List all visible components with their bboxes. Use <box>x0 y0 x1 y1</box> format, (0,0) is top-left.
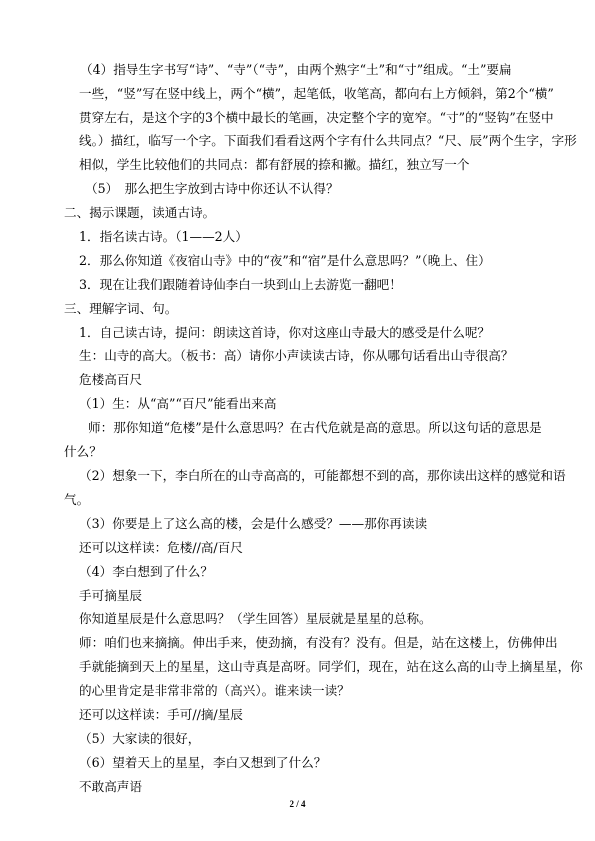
text-line: （3）你要是上了这么高的楼，会是什么感受？——那你再读读 <box>79 516 428 531</box>
text-line: 气。 <box>64 492 90 507</box>
text-line: 师：咱们也来摘摘。伸出手来，使劲摘，有没有？没有。但是，站在这楼上，仿佛伸出 <box>79 635 558 650</box>
poem-line: 不敢高声语 <box>79 779 142 794</box>
section-heading: 二、揭示课题，读通古诗。 <box>64 205 216 220</box>
text-line: 手就能摘到天上的星星，这山寺真是高呀。同学们，现在，站在这么高的山寺上摘星星，你 <box>79 659 583 674</box>
text-line: 3．现在让我们跟随着诗仙李白一块到山上去游览一翻吧！ <box>79 277 402 292</box>
text-line: 贯穿左右，是这个字的3个横中最长的笔画，决定整个字的宽窄。“寸”的“竖钩”在竖中 <box>79 110 554 125</box>
text-line: （1）生：从“高”“百尺”能看出来高 <box>79 396 277 411</box>
text-line: 相似，学生比较他们的共同点：都有舒展的捺和撇。描红，独立写一个 <box>79 157 470 172</box>
poem-line: 危楼高百尺 <box>79 372 142 387</box>
page-number: 2 / 4 <box>289 799 306 809</box>
text-line: 2．那么你知道《夜宿山寺》中的“夜”和“宿”是什么意思吗？”（晚上、住） <box>79 253 491 268</box>
text-line: 的心里肯定是非常非常的（高兴）。谁来读一读？ <box>79 683 350 698</box>
text-line: （4）指导生字书写“诗”、“寺”（“寺”，由两个熟字“土”和“寸”组成。“土”要扁 <box>80 62 512 77</box>
text-line: （5） 那么把生字放到古诗中你还认不认得？ <box>85 181 339 196</box>
text-line: （2）想象一下，李白所在的山寺高高的，可能都想不到的高，那你读出这样的感觉和语 <box>79 468 566 483</box>
text-line: 1．自己读古诗，提问：朗读这首诗，你对这座山寺最大的感受是什么呢？ <box>79 325 491 340</box>
text-line: （4）李白想到了什么？ <box>79 564 213 579</box>
text-line: 生：山寺的高大。（板书：高）请你小声读读古诗，你从哪句话看出山寺很高？ <box>79 348 514 363</box>
text-line: 线。）描红，临写一个字。下面我们看看这两个字有什么共同点？“尺、辰”两个生字，字形 <box>79 133 577 148</box>
text-line: （5）大家读的很好， <box>79 731 201 746</box>
text-line: 1．指名读古诗。（1——2人） <box>79 229 248 244</box>
text-line: （6）望着天上的星星，李白又想到了什么？ <box>79 755 327 770</box>
text-line: 还可以这样读：危楼//高/百尺 <box>79 540 243 555</box>
section-heading: 三、理解字词、句。 <box>64 301 178 316</box>
text-line: 你知道星辰是什么意思吗？（学生回答）星辰就是星星的总称。 <box>79 611 432 626</box>
text-line: 什么？ <box>64 444 102 459</box>
text-line: 一些，“竖”写在竖中线上，两个“横”，起笔低，收笔高，都向右上方倾斜，第2个“横” <box>79 86 554 101</box>
poem-line: 手可摘星辰 <box>79 588 142 603</box>
text-line: 还可以这样读：手可//摘/星辰 <box>79 707 243 722</box>
text-line: 师：那你知道“危楼”是什么意思吗？在古代危就是高的意思。所以这句话的意思是 <box>88 420 542 435</box>
